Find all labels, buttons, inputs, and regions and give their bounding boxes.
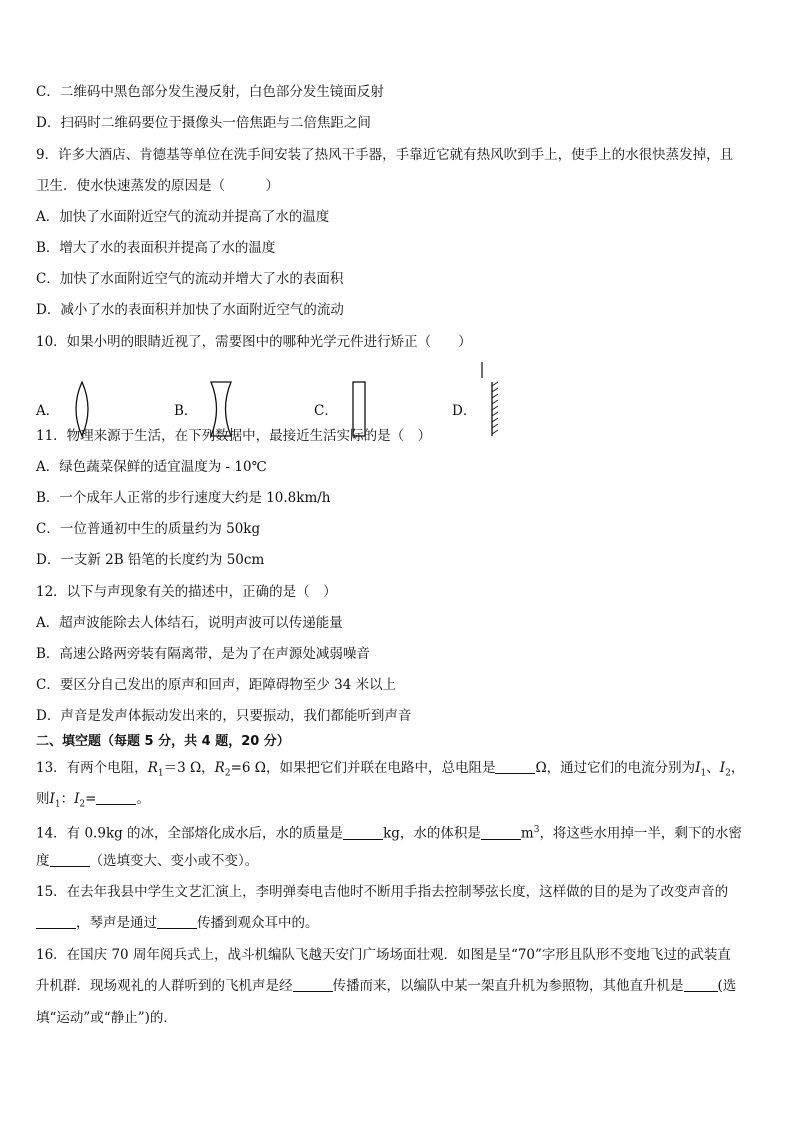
q13-i1-sub: 1 [700, 768, 707, 779]
q14-text: （选填变大、变小或不变）。 [89, 853, 259, 869]
q10-option-b-label: B． [174, 403, 198, 419]
q13-i1: I [49, 791, 55, 807]
q12-option-a: A．超声波能除去人体结石，说明声波可以传递能量 [36, 615, 343, 631]
q9-stem-line2: 卫生．使水快速蒸发的原因是（ ） [36, 178, 279, 194]
q13-text: ： [60, 791, 75, 807]
q10-stem: 10．如果小明的眼睛近视了，需要图中的哪种光学元件进行矫正（ ） [36, 334, 472, 350]
q14-text: 14．有 0.9kg 的冰，全部熔化成水后，水的质量是 [36, 825, 344, 842]
q13-i2: I [719, 760, 726, 776]
q16-line3: 填“运动”或“静止”)的． [36, 1010, 177, 1026]
q13-i2-sub: 2 [79, 799, 86, 810]
q10-option-d-label: D． [452, 403, 477, 419]
q14-blank-volume[interactable] [481, 825, 521, 840]
q14-text: m [520, 825, 534, 842]
q9-option-d: D．减小了水的表面积并加快了水面附近空气的流动 [36, 302, 344, 318]
q14-blank-density[interactable] [50, 852, 90, 867]
q13-text: =6 Ω，如果把它们并联在电路中，总电阻是 [230, 760, 496, 776]
q13-text: = [85, 791, 97, 807]
q13-text: 、 [706, 760, 720, 776]
q13-text: 。 [136, 791, 150, 807]
q13-i2: I [74, 791, 80, 807]
q16-blank-medium[interactable] [293, 977, 333, 992]
q13-r2-sub: 2 [224, 768, 231, 779]
q11-option-d: D．一支新 2B 铅笔的长度约为 50cm [36, 552, 265, 568]
q16-text: 传播而来，以编队中某一架直升机为参照物，其他直升机是 [332, 978, 684, 994]
q13-line1 [36, 759, 764, 783]
q15-text: ，琴声是通过 [76, 915, 157, 931]
q9-option-a: A．加快了水面附近空气的流动并提高了水的温度 [36, 209, 330, 225]
q13-text: ＝3 Ω， [163, 760, 215, 776]
q15-blank-property[interactable] [36, 914, 76, 929]
q11-option-b: B．一个成年人正常的步行速度大约是 10.8km/h [36, 490, 331, 506]
q15-blank-medium[interactable] [157, 914, 197, 929]
q10-option-a-label: A． [36, 403, 60, 419]
q15-line1: 15．在去年我县中学生文艺汇演上，李明弹奏电吉他时不断用手指去控制琴弦长度，这样做的目的是为了改变声音的 [36, 884, 729, 900]
q16-line2 [36, 977, 764, 995]
q15-line2 [36, 914, 764, 932]
q9-option-c: C．加快了水面附近空气的流动并增大了水的表面积 [36, 271, 344, 287]
q13-blank-total-resistance[interactable] [495, 759, 535, 774]
q16-text: (选 [717, 978, 737, 994]
q16-line1: 16．在国庆 70 周年阅兵式上，战斗机编队飞越天安门广场场面壮观．如图是呈“70”字形且队形不变地飞过的武装直 [36, 947, 731, 963]
q14-blank-mass[interactable] [343, 825, 383, 840]
q14-text: kg，水的体积是 [383, 825, 481, 842]
q13-blank-current-ratio[interactable] [96, 790, 136, 805]
q12-stem: 12．以下与声现象有关的描述中，正确的是（ ） [36, 584, 337, 600]
q13-text: 13．有两个电阻， [36, 760, 148, 776]
q16-blank-motion-state[interactable] [684, 977, 718, 992]
q13-r1: R [147, 760, 158, 776]
q14-line2 [36, 852, 764, 870]
q16-text: 升机群．现场观礼的人群听到的飞机声是经 [36, 978, 293, 994]
q12-option-d: D．声音是发声体振动发出来的，只要振动，我们都能听到声音 [36, 708, 412, 724]
q9-stem-line1: 9．许多大酒店、肯德基等单位在洗手间安装了热风干手器，手靠近它就有热风吹到手上，使手上的水很快蒸发掉，且 [36, 147, 734, 163]
q14-text: 度 [36, 853, 50, 869]
q13-text: ， [730, 760, 745, 776]
q8-option-c: C．二维码中黑色部分发生漫反射，白色部分发生镜面反射 [36, 84, 384, 100]
q12-option-c: C．要区分自己发出的原声和回声，距障碍物至少 34 米以上 [36, 677, 397, 693]
q13-text: Ω，通过它们的电流分别为 [535, 760, 696, 776]
q11-option-c: C．一位普通初中生的质量约为 50kg [36, 521, 261, 537]
q14-text: ，将这些水用掉一半，剩下的水密 [539, 825, 742, 842]
q11-stem: 11．物理来源于生活，在下列数据中，最接近生活实际的是（ ） [36, 428, 432, 444]
q13-r1-sub: 1 [157, 768, 164, 779]
q10-bracket-mark [476, 361, 486, 377]
q15-text: 传播到观众耳中的。 [197, 915, 319, 931]
q13-i2-sub: 2 [725, 768, 731, 779]
q11-option-a: A．绿色蔬菜保鲜的适宜温度为 - 10℃ [36, 459, 267, 475]
q13-r2: R [214, 760, 225, 776]
q12-option-b: B．高速公路两旁装有隔离带，是为了在声源处减弱噪音 [36, 646, 370, 662]
section-heading-fill-in: 二、填空题（每题 5 分，共 4 题，20 分） [36, 734, 290, 749]
q13-text: 则 [36, 791, 50, 807]
q14-sup: 3 [533, 825, 540, 835]
q14-line1 [36, 821, 764, 843]
q9-option-b: B．增大了水的表面积并提高了水的温度 [36, 240, 276, 256]
q13-i1-sub: 1 [54, 799, 61, 810]
q10-option-c-label: C． [314, 403, 338, 419]
q13-line2 [36, 790, 764, 814]
q13-i1: I [695, 760, 701, 776]
q8-option-d: D．扫码时二维码要位于摄像头一倍焦距与二倍焦距之间 [36, 115, 371, 131]
